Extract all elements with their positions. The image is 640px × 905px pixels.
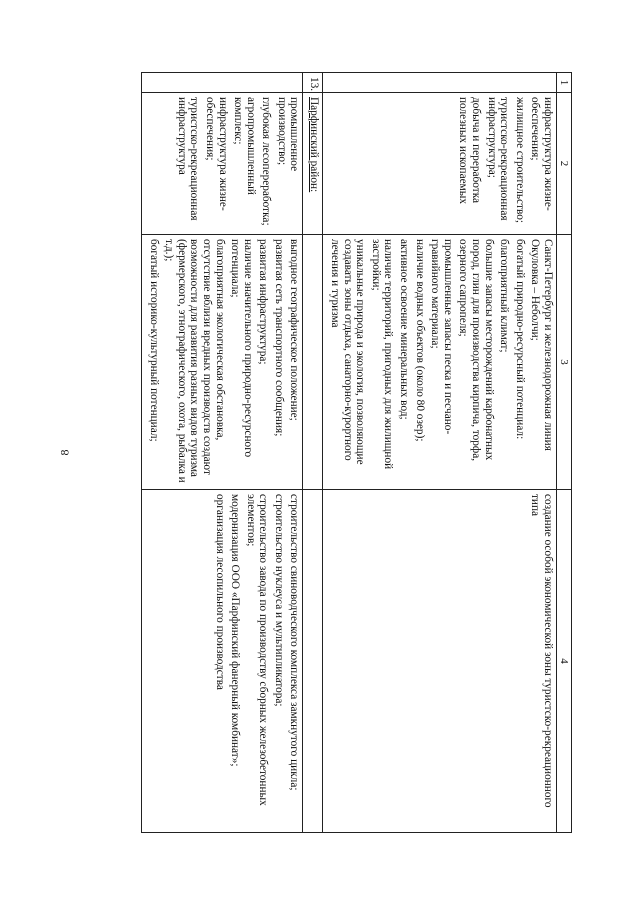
header-col-3: 3 (557, 235, 572, 490)
region-content-row (141, 73, 303, 833)
projects-cell (141, 490, 303, 833)
priority-directions-cell (323, 93, 557, 235)
rotated-page (112, 72, 572, 832)
region-title-row (303, 73, 323, 833)
list-item: развитая инфраструктура; (257, 239, 270, 365)
list-item: строительство свиноводческого комплекса замкнутого цикла; (288, 494, 301, 791)
priority-directions-cell (141, 93, 303, 235)
row-number-cell: 13. (303, 73, 323, 93)
region-title-cell (303, 93, 323, 235)
list-item: жилищное строительство; (513, 97, 526, 224)
page-number: 8 (57, 449, 72, 456)
list-item: богатый природно-ресурсный потенциал: (513, 239, 526, 440)
list-item: инфраструктура жизне-обеспечения; (203, 97, 229, 211)
list-item: организация лесопильного производства (213, 494, 226, 690)
header-col-4: 4 (557, 490, 572, 833)
region-title: Парфинский район: (308, 97, 321, 193)
list-item: инфраструктура жизне-обеспечения; (529, 97, 554, 211)
row-number-cell (323, 73, 557, 93)
list-item: наличие водных объектов (около 80 озер); (413, 239, 426, 442)
list-item: благоприятный климат; (498, 239, 511, 353)
table-row-continued (323, 73, 557, 833)
list-item: добыча и переработка полезных ископаемых (457, 97, 483, 204)
list-item: наличие значительного природно-ресурсного потенциала; (229, 239, 254, 458)
projects-cell (323, 490, 557, 833)
list-item: уникальные природа и экология, позволяющие создавать зоны отдыха, санаторно-курортного лечения и туризма (329, 239, 367, 465)
empty-cell (303, 235, 323, 490)
list-item: глубокая лесопереработка; (260, 97, 273, 226)
list-item: строительство нуклеуса и мультипликатора; (272, 494, 285, 707)
document-table (141, 72, 572, 833)
header-col-1: 1 (557, 73, 572, 93)
row-number-cell (141, 73, 303, 93)
list-item: развитая сеть транспортного сообщения; (272, 239, 285, 437)
list-item: промышленные запасы песка и песчано-гравийного материала; (429, 239, 454, 435)
list-item: Санкт-Петербург и железнодорожная линия Окуловка – Неболчи; (529, 239, 554, 451)
advantages-cell (141, 235, 303, 490)
list-item: активное освоение минеральных вод; (398, 239, 411, 420)
list-item: большие запасы месторождений карбонатных пород, глин для производства кирпича, торфа, озерного сапропеля; (457, 239, 495, 462)
header-col-2: 2 (557, 93, 572, 235)
list-item: туристско-рекреационная инфраструктура (175, 97, 201, 221)
table-header-row (557, 73, 572, 833)
list-item: выгодное географическое положение; (288, 239, 301, 421)
list-item: богатый историко-культурный потенциал; (147, 239, 160, 442)
list-item: туристско-рекреационная инфраструктура; (485, 97, 511, 221)
list-item: благоприятная экологическая обстановка, отсутствие вблизи вредных производств создают возможности для развития разных видов туризма (фермерского, этнографического, охота, рыбалка и т.д.); (163, 239, 226, 483)
list-item: агропромышленный комплекс; (232, 97, 257, 195)
list-item: наличие территорий, пригодных для жилищной застройки; (369, 239, 395, 470)
list-item: строительство завода по производству сборных железобетонных элементов; (244, 494, 270, 806)
list-item: промышленное производство; (275, 97, 301, 172)
list-item: создание особой экономической зоны туристско-рекреационного типа (529, 494, 554, 808)
advantages-cell (323, 235, 557, 490)
list-item: модернизация ООО «Парфинский фанерный комбинат»; (229, 494, 242, 767)
empty-cell (303, 490, 323, 833)
